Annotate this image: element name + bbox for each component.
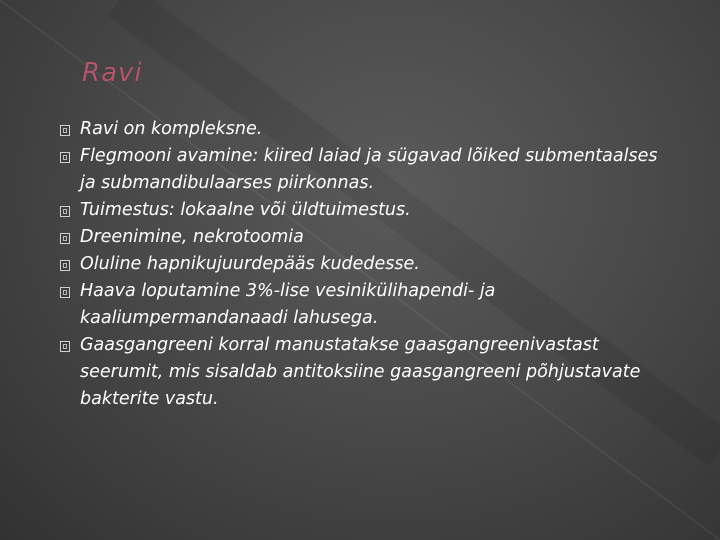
square-bullet-icon bbox=[60, 206, 70, 217]
bullet-text: Flegmooni avamine: kiired laiad ja sügavad lõiked submentaalses ja submandibulaarses piirkonnas. bbox=[80, 146, 658, 193]
square-bullet-icon bbox=[60, 341, 70, 352]
list-item bbox=[60, 143, 670, 197]
list-item bbox=[60, 224, 670, 251]
bullet-text: Gaasgangreeni korral manustatakse gaasgangreenivastast seerumit, mis sisaldab antitoksiine gaasgangreeni põhjustavate bakterite vastu. bbox=[80, 335, 641, 409]
list-item bbox=[60, 332, 670, 413]
bullet-text: Haava loputamine 3%-lise vesinikülihapendi- ja kaaliumpermandanaadi lahusega. bbox=[80, 281, 496, 328]
list-item bbox=[60, 251, 670, 278]
square-bullet-icon bbox=[60, 125, 70, 136]
bullet-text: Tuimestus: lokaalne või üldtuimestus. bbox=[80, 200, 411, 220]
bullet-list bbox=[60, 116, 670, 413]
square-bullet-icon bbox=[60, 152, 70, 163]
list-item bbox=[60, 116, 670, 143]
list-item bbox=[60, 278, 670, 332]
list-item bbox=[60, 197, 670, 224]
bullet-text: Ravi on kompleksne. bbox=[80, 119, 263, 139]
slide-title: Ravi bbox=[82, 58, 143, 88]
bullet-text: Dreenimine, nekrotoomia bbox=[80, 227, 304, 247]
square-bullet-icon bbox=[60, 260, 70, 271]
square-bullet-icon bbox=[60, 233, 70, 244]
bullet-text: Oluline hapnikujuurdepääs kudedesse. bbox=[80, 254, 420, 274]
square-bullet-icon bbox=[60, 287, 70, 298]
